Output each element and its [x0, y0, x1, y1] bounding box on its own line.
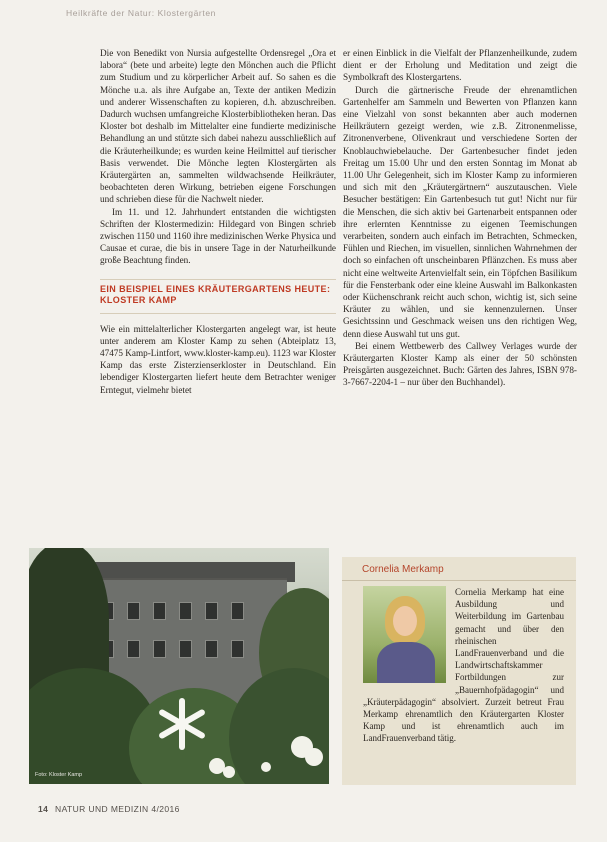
portrait-spacer: [363, 586, 455, 688]
page-number: 14: [38, 804, 49, 814]
left-column: [100, 47, 336, 396]
monastery-garden-photo: [29, 548, 329, 784]
photo-credit: Foto: Kloster Kamp: [35, 772, 83, 778]
divider: [342, 580, 576, 581]
bio-text: Cornelia Merkamp hat eine Ausbildung und Weiterbildung im Gartenbau gemacht und über den rheinischen LandFrauenverband und die Landwirtschaftskammer Fortbildungen zur „Bauernhofpädagogin“ und „Kräuterpädagogin“ absolviert. Zurzeit betreut Frau Merkamp ehrenamtlich den Kräutergarten Kloster Kamp und ist ehrenamtlich auch im LandFrauenverband tätig.: [363, 587, 564, 744]
paragraph: Bei einem Wettbewerb des Callwey Verlages wurde der Kräutergarten Kloster Kamp als einer der 50 schönsten Preisgärten ausgezeichnet. Buch: Gärten des Jahres, ISBN 978-3-7667-2204-1 – nur über den Buchhandel).: [343, 340, 577, 388]
paragraph: Im 11. und 12. Jahrhundert entstanden die wichtigsten Schriften der Klostermedizin: Hildegard von Bingen schrieb zwischen 1150 und 1160 ihre medizinischen Werke Physica und Causae et curae, die bis in unsere Tage in der Naturheilkunde große Beachtung finden.: [100, 206, 336, 266]
paragraph: er einen Einblick in die Vielfalt der Pflanzenheilkunde, zudem dient er der Erholung und Meditation und zeigt die Symbolkraft des Klostergartens.: [343, 48, 577, 83]
paragraph: Wie ein mittelalterlicher Klostergarten angelegt war, ist heute unter anderem am Kloster Kamp zu sehen (Abteiplatz 13, 47475 Kamp-Lintfort, www.kloster-kamp.eu). 1123 war Kloster Kamp das erste Zisterzienserkloster in Deutschland. Ein lebendiger Klostergarten liefert heute dem Betrachter weniger Erntegut, vielmehr bietet: [100, 323, 336, 395]
running-header: Heilkräfte der Natur: Klostergärten: [66, 8, 216, 18]
page-footer: [38, 804, 180, 814]
paragraph: Durch die gärtnerische Freude der ehrenamtlichen Gartenhelfer am Sammeln und Bewerten von Pflanzen kann eine Vielzahl von sonst bekannten aber auch modernen Heilkräutern gezeigt werden, wie z.B. Zitronenmelisse, Zitronenverbene, Olivenkraut und verschiedene Sorten der Knoblauchwiebelauche. Der Gartenbesucher findet jeden Freitag um 15.00 Uhr und den ersten Sonntag im Monat ab 11.00 Uhr Gelegenheit, sich im Kloster Kamp zu informieren und sich mit den „Kräutergärtnern“ auszutauschen. Viele Besucher bestätigen: Ein Gartenbesuch tut gut! Nicht nur für die Menschen, die sich aktiv bei Gartenarbeit entspannen oder ihre erlernten Kenntnisse zu eigenen Teemischungen verarbeiten, sondern auch einfach im Betrachten, Schmecken, Fühlen und Riechen, im visuellen, sinnlichen Wahrnehmen der doch so einfachen oft unscheinbaren Pflänzchen. Es muss aber nicht eine weltweite Artenvielfalt sein, ein Töpfchen Basilikum für die Fensterbank oder eine kleine Auswahl im Balkonkasten oder Küchenschrank reicht auch schon, wichtig ist, sich seine Kräuter zu wählen, und sie kennenzulernen. Unser Gesichtssinn und Geschmack weisen uns den richtigen Weg, denn diese Auswahl tut uns gut.: [343, 84, 577, 339]
section-heading: EIN BEISPIEL EINES KRÄUTERGARTENS HEUTE: KLOSTER KAMP: [100, 279, 336, 314]
right-column: [343, 47, 577, 389]
publication-name: NATUR UND MEDIZIN 4/2016: [55, 804, 180, 814]
paragraph: Die von Benedikt von Nursia aufgestellte Ordensregel „Ora et labora“ (bete und arbeite) legte den Mönchen auch die Pflicht zum Studium und zu körperlicher Arbeit auf. So sahen es die Mönche u.a. als ihre Aufgabe an, Texte der antiken Medizin und anderer Wissenschaften zu kopieren, d.h. abzuschreiben. Dadurch wuchsen umfangreiche Klosterbibliotheken heran. Das Kloster bot deshalb im Mittelalter eine fundierte medizinische Behandlung an und stützte sich dabei nahezu ausschließlich auf die Kräuterheilkunde; es wurden keine Heilmittel auf tierischer Basis verwendet. Die Mönche legten Klostergärten als Kräutergärten an, sammelten wildwachsende Heilkräuter, beobachteten deren Wirkung, betrieben eigene Forschungen und schrieben diese für die Nachwelt nieder.: [100, 48, 336, 205]
author-bio-box: [342, 557, 576, 785]
bio-text-block: [363, 586, 564, 745]
bio-title: Cornelia Merkamp: [362, 564, 444, 575]
